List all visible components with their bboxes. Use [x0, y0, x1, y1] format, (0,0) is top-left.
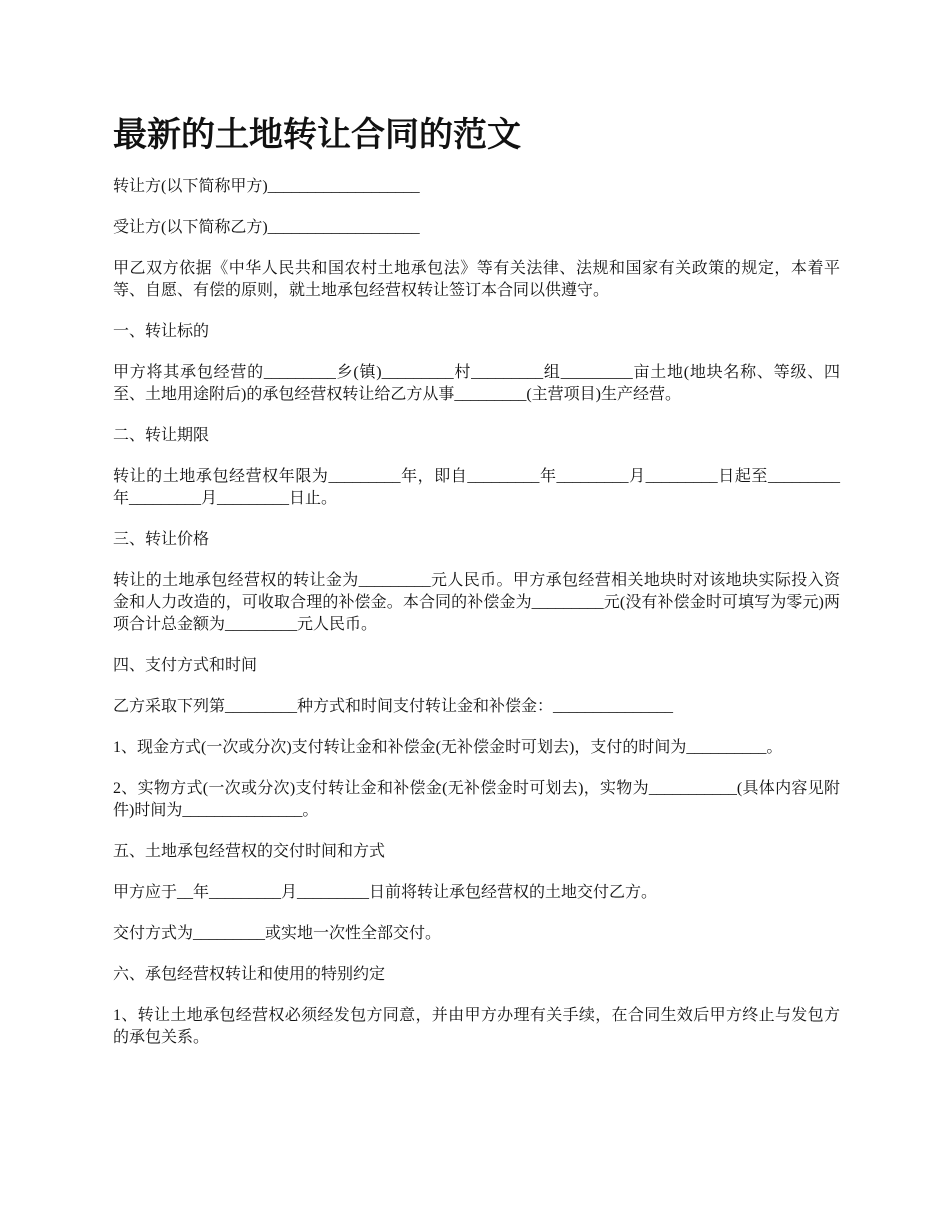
section-heading-delivery: 五、土地承包经营权的交付时间和方式: [113, 843, 386, 860]
section-heading-transfer-subject: 一、转让标的: [113, 323, 210, 340]
transfer-term-paragraph: 转让的土地承包经营权年限为_________年，即自_________年_________月_________日起至_________年_________月_________日止。: [113, 468, 840, 507]
transfer-price-paragraph: 转让的土地承包经营权的转让金为_________元人民币。甲方承包经营相关地块时对该地块实际投入资金和人力改造的，可收取合理的补偿金。本合同的补偿金为_________元(没有补偿金时可填写为零元)两项合计总金额为_________元人民币。: [113, 572, 840, 633]
section-heading-transfer-term: 二、转让期限: [113, 427, 210, 444]
document-title: 最新的土地转让合同的范文: [113, 117, 521, 154]
party-a-line: 转让方(以下简称甲方)___________________: [113, 178, 420, 195]
preamble-paragraph: 甲乙双方依据《中华人民共和国农村土地承包法》等有关法律、法规和国家有关政策的规定，本着平等、自愿、有偿的原则，就土地承包经营权转让签订本合同以供遵守。: [113, 260, 840, 299]
document-page: [113, 112, 840, 1068]
delivery-method-paragraph: 交付方式为_________或实地一次性全部交付。: [113, 925, 442, 942]
delivery-date-paragraph: 甲方应于__年_________月_________日前将转让承包经营权的土地交付乙方。: [113, 884, 658, 901]
section-heading-payment: 四、支付方式和时间: [113, 657, 258, 674]
section-heading-transfer-price: 三、转让价格: [113, 531, 210, 548]
payment-goods-paragraph: 2、实物方式(一次或分次)支付转让金和补偿金(无补偿金时可划去)，实物为___________(具体内容见附件)时间为_______________。: [113, 780, 840, 819]
party-b-line: 受让方(以下简称乙方)___________________: [113, 219, 420, 236]
section-heading-special-terms: 六、承包经营权转让和使用的特别约定: [113, 966, 386, 983]
transfer-subject-paragraph: 甲方将其承包经营的_________乡(镇)_________村_________组_________亩土地(地块名称、等级、四至、土地用途附后)的承包经营权转让给乙方从事_________(主营项目)生产经营。: [113, 364, 840, 403]
special-terms-paragraph-1: 1、转让土地承包经营权必须经发包方同意，并由甲方办理有关手续，在合同生效后甲方终止与发包方的承包关系。: [113, 1007, 840, 1046]
payment-cash-paragraph: 1、现金方式(一次或分次)支付转让金和补偿金(无补偿金时可划去)，支付的时间为__________。: [113, 739, 783, 756]
payment-choice-paragraph: 乙方采取下列第_________种方式和时间支付转让金和补偿金：_______________: [113, 698, 674, 715]
